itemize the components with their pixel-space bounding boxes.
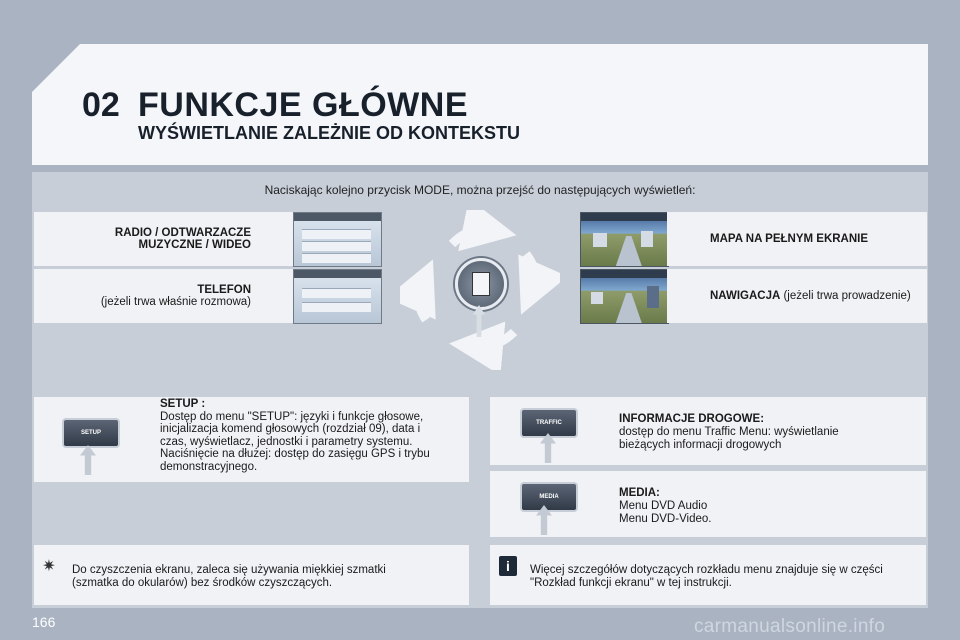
mode-button[interactable]	[455, 258, 507, 310]
radio-label-line2: MUZYCZNE / WIDEO	[138, 239, 251, 251]
nav-screen	[580, 269, 669, 324]
map-building	[641, 231, 653, 247]
setup-line: demonstracyjnego.	[160, 460, 258, 473]
nav-title: NAWIGACJA	[710, 290, 781, 302]
page-number: 166	[32, 614, 56, 630]
setup-line: Naciśnięcie na dłużej: dostęp do zasięgu GPS i trybu	[160, 448, 430, 461]
setup-button[interactable]: SETUP	[62, 418, 120, 448]
radio-label-line1: RADIO / ODTWARZACZE	[114, 227, 251, 239]
nav-label	[710, 290, 911, 302]
traffic-line: bieżących informacji drogowych	[619, 439, 782, 451]
screen-line	[302, 229, 371, 239]
cleaning-tip-text	[72, 564, 386, 590]
info-icon: i	[499, 556, 517, 576]
media-heading: MEDIA:	[619, 487, 660, 499]
sun-icon: ✷	[42, 558, 56, 575]
screen-line	[302, 302, 371, 312]
page-subtitle: WYŚWIETLANIE ZALEŻNIE OD KONTEKSTU	[138, 123, 520, 143]
map-panel	[647, 286, 659, 308]
nav-note: (jeżeli trwa prowadzenie)	[780, 290, 911, 302]
phone-title: TELEFON	[197, 284, 251, 296]
setup-line: czas, wyświetlacz, jednostki i parametry systemu.	[160, 435, 413, 448]
cleaning-tip-line: Do czyszczenia ekranu, zaleca się używania miękkiej szmatki	[72, 564, 386, 576]
map-road	[616, 236, 642, 266]
map-road	[616, 293, 642, 323]
cycle-arrow-left	[419, 284, 426, 320]
info-tip-line: "Rozkład funkcji ekranu" w tej instrukcji.	[530, 577, 732, 589]
menu-doc-icon	[472, 272, 490, 296]
screen-status-bar	[581, 213, 668, 221]
screen-line	[302, 241, 371, 251]
chapter-number: 02	[82, 86, 120, 124]
traffic-heading: INFORMACJE DROGOWE:	[619, 413, 765, 425]
traffic-button[interactable]: TRAFFIC	[520, 408, 578, 438]
cycle-arrow-top	[452, 229, 490, 244]
intro-text: Naciskając kolejno przycisk MODE, można przejść do następujących wyświetleń:	[264, 183, 696, 197]
map-screen	[580, 212, 669, 267]
traffic-line: dostęp do menu Traffic Menu: wyświetlanie	[619, 426, 839, 438]
cycle-arrow-right	[526, 254, 535, 290]
screen-status-bar	[294, 213, 381, 221]
info-tip-line: Więcej szczegółów dotyczących rozkładu menu znajduje się w części	[530, 564, 883, 576]
screen-line	[302, 253, 371, 263]
map-building	[593, 233, 607, 247]
setup-line: inicjalizacja komend głosowych (rozdział 09), data i	[160, 423, 421, 436]
phone-screen	[293, 269, 382, 324]
info-tip-text	[530, 564, 883, 590]
map-building	[591, 292, 603, 304]
setup-text	[160, 398, 430, 474]
radio-label	[60, 227, 251, 251]
setup-line: Dostęp do menu "SETUP": języki i funkcje głosowe,	[160, 410, 424, 423]
screen-status-bar	[581, 270, 668, 278]
traffic-text	[619, 413, 839, 452]
screen-status-bar	[294, 270, 381, 278]
page-title: FUNKCJE GŁÓWNE	[138, 86, 468, 124]
watermark: carmanualsonline.info	[694, 616, 886, 637]
media-line: Menu DVD-Video.	[619, 513, 712, 525]
media-line: Menu DVD Audio	[619, 500, 708, 512]
phone-label	[60, 284, 251, 308]
setup-heading: SETUP :	[160, 398, 206, 410]
media-button[interactable]: MEDIA	[520, 482, 578, 512]
media-text	[619, 487, 711, 526]
screen-line	[302, 288, 371, 298]
cycle-arrow-bottom	[476, 332, 514, 346]
radio-screen	[293, 212, 382, 267]
cleaning-tip-line: (szmatka do okularów) bez środków czyszczących.	[72, 577, 333, 589]
phone-note: (jeżeli trwa właśnie rozmowa)	[100, 296, 251, 308]
map-label: MAPA NA PEŁNYM EKRANIE	[710, 233, 869, 245]
